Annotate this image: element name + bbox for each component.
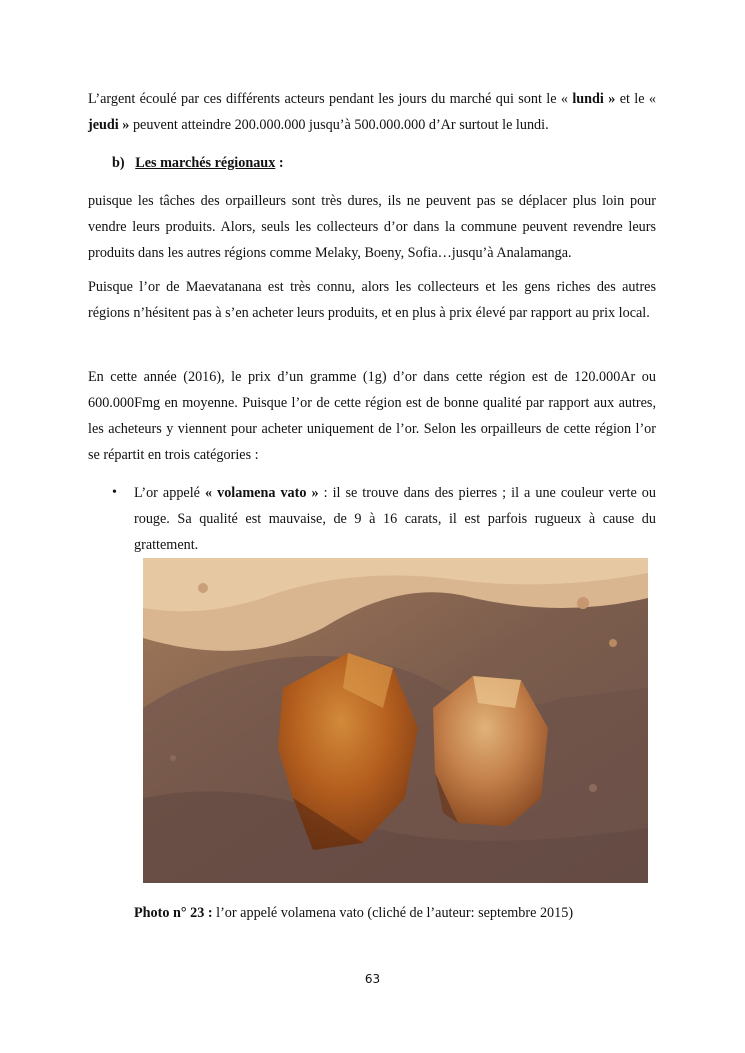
photo-gold-stones (143, 558, 648, 883)
text-run: peuvent atteindre 200.000.000 jusqu’à 500.000.000 d’Ar surtout le lundi. (129, 117, 549, 133)
bullet-icon: • (112, 485, 117, 500)
paragraph-reputation: Puisque l’or de Maevatanana est très connu, alors les collecteurs et les gens riches des autres régions n’hésitent pas à s’en acheter leurs produits, et en plus à prix élevé par rapport au prix local. (88, 279, 656, 321)
paragraph-price: En cette année (2016), le prix d’un gramme (1g) d’or dans cette région est de 120.000Ar ou 600.000Fmg en moyenne. Puisque l’or de cette région est de bonne qualité par rapport aux autres, les acheteurs y viennent pour acheter uniquement de l’or. Selon les orpailleurs de cette région l’or se répartit en trois catégories : (88, 369, 656, 463)
section-heading (112, 150, 284, 176)
bold-lundi: lundi » (572, 91, 616, 107)
heading-suffix: : (275, 155, 284, 171)
heading-title: Les marchés régionaux (135, 155, 276, 171)
bullet-volamena-vato (134, 480, 656, 558)
caption-label: Photo n° 23 : (134, 905, 213, 921)
text-run: L’or appelé (134, 485, 205, 501)
photo-caption (134, 900, 573, 926)
bold-term: « volamena vato » (204, 485, 319, 501)
heading-marker: b) (112, 155, 125, 171)
paragraph-regional: puisque les tâches des orpailleurs sont très dures, ils ne peuvent pas se déplacer plus loin pour vendre leurs produits. Alors, seuls les collecteurs d’or dans la commune peuvent revendre leurs produits dans les autres régions comme Melaky, Boeny, Sofia…jusqu’à Analamanga. (88, 193, 656, 261)
caption-text: l’or appelé volamena vato (cliché de l’auteur: septembre 2015) (212, 905, 574, 921)
text-run: et le « (615, 91, 656, 107)
paragraph-market-money (88, 86, 656, 138)
text-run: : il se trouve dans des pierres ; il a une couleur verte ou rouge. Sa qualité est mauvaise, de 9 à 16 carats, il est parfois rugueux à cause du grattement. (134, 485, 656, 553)
text-run: L’argent écoulé par ces différents acteurs pendant les jours du marché qui sont le « (88, 91, 573, 107)
page-number: 63 (364, 972, 381, 986)
bold-jeudi: jeudi » (88, 117, 130, 133)
